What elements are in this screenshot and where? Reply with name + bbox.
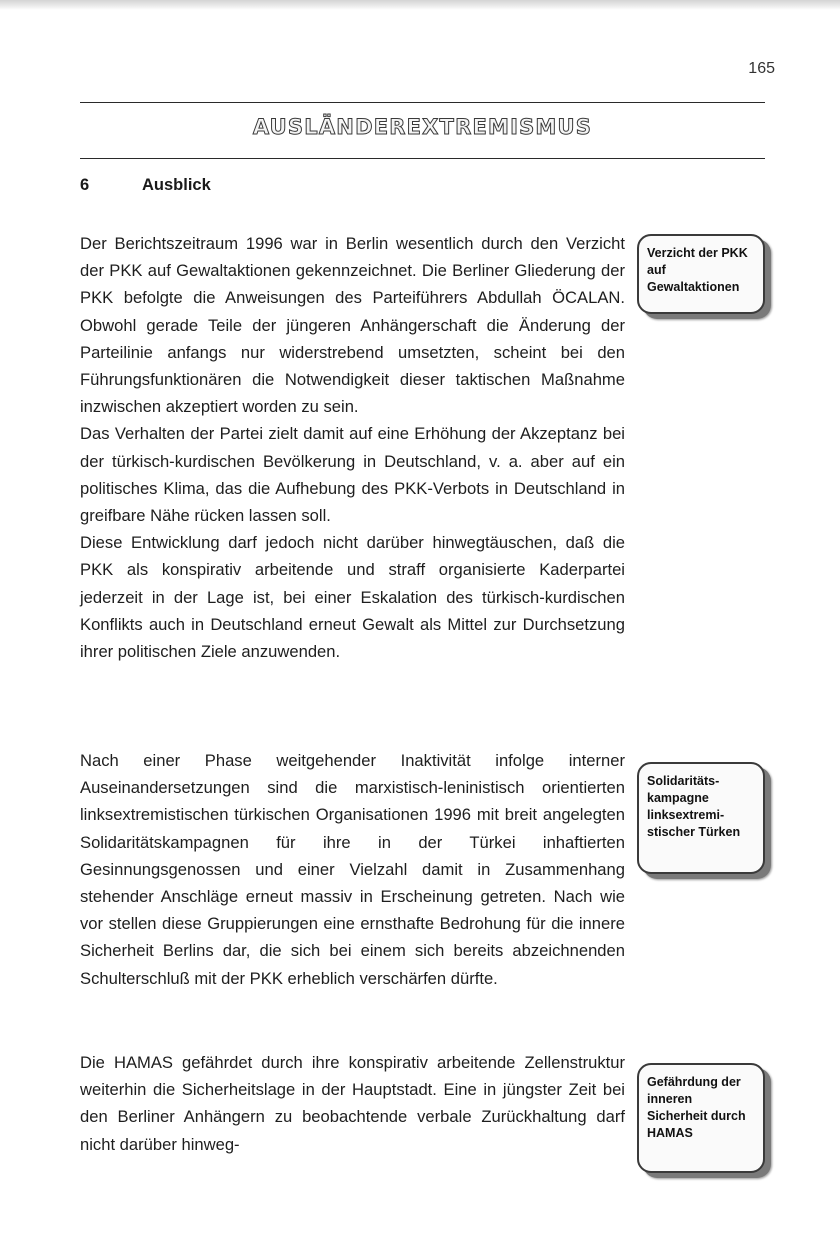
page-number: 165 — [748, 60, 775, 77]
paragraph-text: Der Berichtszeitraum 1996 war in Berlin wesentlich durch den Verzicht der PKK auf Gewaltaktionen gekennzeichnet. Die Berliner Gliederung der PKK befolgte die Anweisungen des Parteiführers Abdullah ÖCALAN. Obwohl gerade Teile der jüngeren Anhängerschaft die Änderung der Parteilinie anfangs nur widerstrebend umsetzten, scheint bei den Führungsfunktionären die Notwendigkeit dieser taktischen Maßnahme inzwischen akzeptiert worden zu sein. Das Verhalten der Partei zielt damit auf eine Erhöhung der Akzeptanz bei der türkisch-kurdischen Bevölkerung in Deutschland, v. a. aber auf ein politisches Klima, das die Aufhebung des PKK-Verbots in Deutschland in greifbare Nähe rücken lassen soll. Diese Entwicklung darf jedoch nicht darüber hinwegtäuschen, daß die PKK als konspirativ arbeitende und straff organisierte Kaderpartei jederzeit in der Lage ist, bei einer Eskalation des türkisch-kurdischen Konflikts auch in Deutschland erneut Gewalt als Mittel zur Durchsetzung ihrer politischen Ziele anzuwenden. — [80, 234, 625, 662]
header-rule-top — [80, 102, 765, 103]
paragraph-pkk — [80, 230, 625, 665]
paragraph-turkish-left — [80, 747, 625, 992]
margin-note-hamas: Gefährdung der inneren Sicherheit durch HAMAS — [637, 1063, 765, 1173]
margin-note-pkk: Verzicht der PKK auf Gewaltaktionen — [637, 234, 765, 314]
paragraph-hamas — [80, 1049, 625, 1158]
running-title: AUSLÄNDEREXTREMISMUS — [252, 115, 593, 139]
section-heading — [80, 176, 211, 195]
paragraph-text: Nach einer Phase weitgehender Inaktivität infolge interner Auseinandersetzungen sind die marxistisch-leninistisch orientierten linksextremistischen türkischen Organisationen 1996 mit breit angelegten Solidaritätskampagnen für ihre in der Türkei inhaftierten Gesinnungsgenossen und einer Vielzahl damit in Zusammenhang stehender Anschläge erneut massiv in Erscheinung getreten. Nach wie vor stellen diese Gruppierungen eine ernsthafte Bedrohung für die innere Sicherheit Berlins dar, die sich bei einem sich bereits abzeichnenden Schulterschluß mit der PKK erheblich verschärfen dürfte. — [80, 751, 625, 988]
section-title: Ausblick — [142, 176, 211, 194]
paragraph-text: Die HAMAS gefährdet durch ihre konspirativ arbeitende Zellenstruktur weiterhin die Sicherheitslage in der Hauptstadt. Eine in jüngster Zeit bei den Berliner Anhängern zu beobachtende verbale Zurückhaltung darf nicht darüber hinweg- — [80, 1053, 625, 1154]
margin-note-solidarity: Solidaritäts-kampagne linksextremi-stischer Türken — [637, 762, 765, 874]
scan-edge-shadow — [0, 0, 840, 10]
section-number: 6 — [80, 176, 90, 194]
header-rule-bottom — [80, 158, 765, 159]
